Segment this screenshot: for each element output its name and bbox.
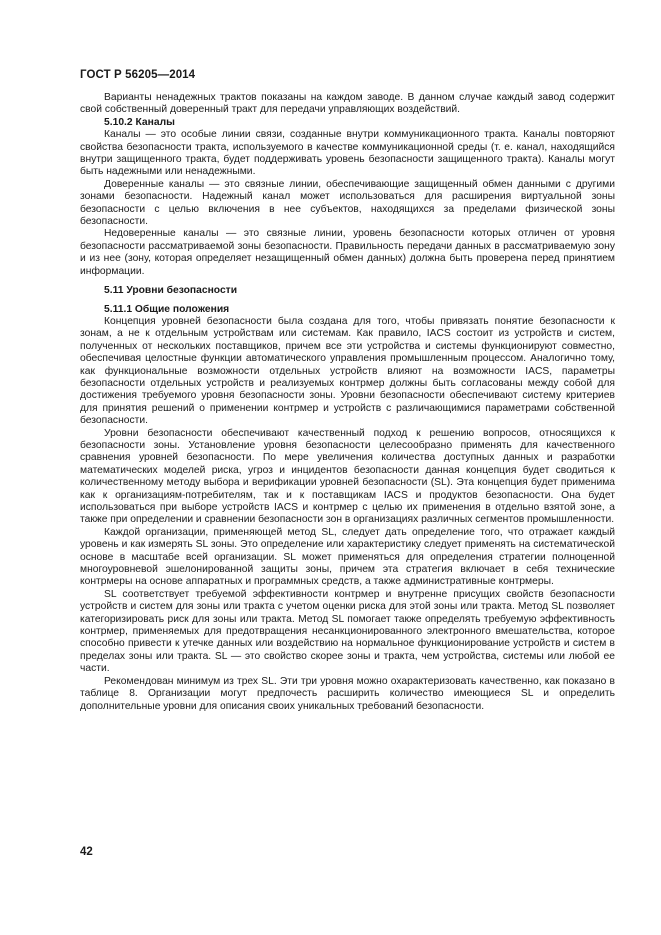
document-body xyxy=(80,92,615,713)
paragraph-sl-effectiveness: SL соответствует требуемой эффективности контрмер и внутренне присущих свойств безопасности устройств и систем для зоны или тракта с учетом оценки риска для этой зоны или тракта. Метод SL позволяет категоризировать риск для зоны или тракта. Метод SL помогает также определять требуемую эффективность контрмер, применяемых для предотвращения несанкционированного электронного вмешательства, которое способно привести к утечке данных или воздействию на нормальное функционирование устройств и систем в пределах зоны или тракта. SL — это свойство скорее зоны и тракта, чем устройства, системы или любой ее части. xyxy=(80,588,615,675)
section-heading-5-11-1: 5.11.1 Общие положения xyxy=(104,303,230,315)
paragraph-qualitative-approach: Уровни безопасности обеспечивают качественный подход к решению вопросов, относящихся к безопасности зоны. Установление уровня безопасности целесообразно применять для качественного сравнения уровней безопасности. По мере увеличения количества доступных данных и разработки математических моделей риска, угроз и инцидентов безопасности данная концепция будет сводиться к количественному методу выбора и верификации уровней безопасности (SL). Эта концепция будет применима как к организациям-потребителям, так и к поставщикам IACS и продуктов безопасности. Она будет использоваться при выборе устройств IACS и контрмер с целью их применения в отдельно взятой зоне, а также при определении и сравнении безопасности зон в организациях различных сегментов промышленности. xyxy=(80,427,615,526)
paragraph-organization-definition: Каждой организации, применяющей метод SL, следует дать определение того, что отражает каждый уровень и как измерять SL зоны. Это определение или характеристику следует применять на систематической основе в масштабе всей организации. SL может применяться для определения стратегии полноценной многоуровневой эшелонированной защиты зоны, причем эта стратегия включает в себя технические контрмеры на основе аппаратных и программных средств, а также административные контрмеры. xyxy=(80,526,615,588)
paragraph-channels: Каналы — это особые линии связи, созданные внутри коммуникационного тракта. Каналы повторяют свойства безопасности тракта, используемого в качестве коммуникационной среды (т. е. канал, находящийся внутри защищенного тракта, будет поддерживать уровень безопасности защищенного тракта). Каналы могут быть надежными или ненадежными. xyxy=(80,129,615,178)
paragraph-security-levels-concept: Концепция уровней безопасности была создана для того, чтобы привязать понятие безопасности к зонам, а не к отдельным устройствам или системам. Как правило, IACS состоит из устройств и систем, полученных от нескольких поставщиков, причем все эти устройства и системы функционируют совместно, обеспечивая целостные функции автоматического управления промышленным процессом. Аналогично тому, как функциональные возможности отдельных устройств влияют на возможности IACS, параметры безопасности отдельных устройств и реализуемых контрмер должны быть согласованы между собой для достижения требуемого уровня безопасности зоны. Уровни безопасности обеспечивают систему критериев для принятия решений о применении контрмер и устройств с различающимися параметрами собственной безопасности. xyxy=(80,315,615,427)
section-heading-5-10-2: 5.10.2 Каналы xyxy=(104,116,175,128)
paragraph-unreliable-paths: Варианты ненадежных трактов показаны на каждом заводе. В данном случае каждый завод содержит свой собственный доверенный тракт для передачи управляющих воздействий. xyxy=(80,92,615,116)
page-number: 42 xyxy=(80,846,93,858)
section-heading-5-11: 5.11 Уровни безопасности xyxy=(104,285,238,297)
paragraph-untrusted-channels: Недоверенные каналы — это связные линии, уровень безопасности которых отличен от уровня безопасности рассматриваемой зоны безопасности. Правильность передачи данных в рассматриваемую зону и из нее (зону, которая определяет незащищенный обмен данных) должна быть проверена перед принятием информации. xyxy=(80,228,615,277)
paragraph-minimum-three-sl: Рекомендован минимум из трех SL. Эти три уровня можно охарактеризовать качественно, как показано в таблице 8. Организации могут предпочесть расширить количество имеющиеся SL и определить дополнительные уровни для описания своих уникальных требований безопасности. xyxy=(80,675,615,712)
document-header: ГОСТ Р 56205—2014 xyxy=(80,69,196,81)
paragraph-trusted-channels: Доверенные каналы — это связные линии, обеспечивающие защищенный обмен данными с другими зонами безопасности. Надежный канал может использоваться для расширения виртуальной зоны безопасности с целью включения в нее субъектов, находящихся за пределами физической зоны безопасности. xyxy=(80,178,615,228)
